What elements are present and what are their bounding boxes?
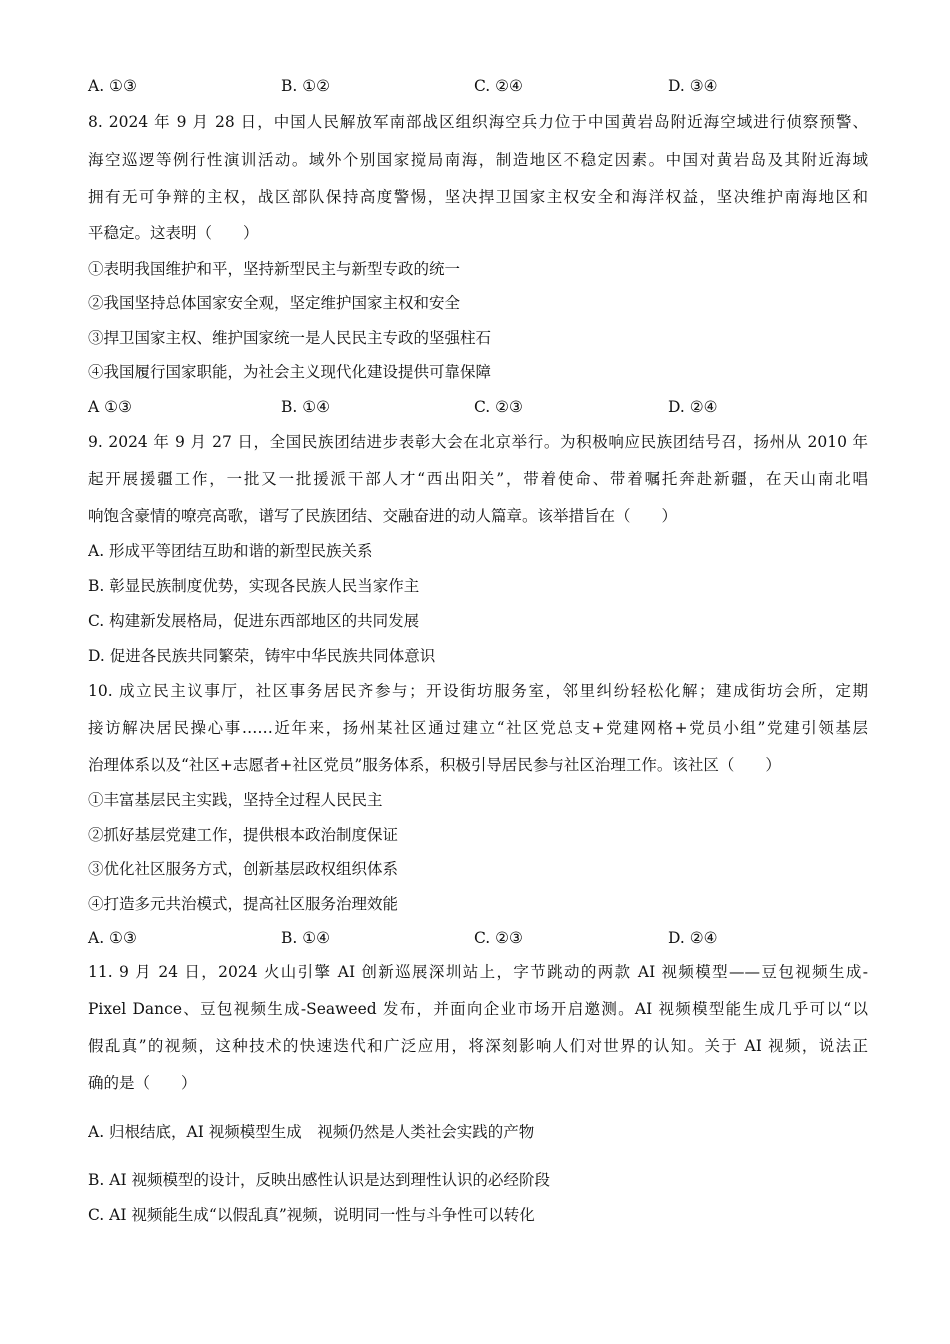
q10-item: ①丰富基层民主实践，坚持全过程人民民主 bbox=[88, 791, 383, 809]
q10-option-a: A. ①③ bbox=[88, 929, 137, 947]
q7-option-a: A. ①③ bbox=[88, 77, 137, 95]
q8-stem-line: 海空巡逻等例行性演训活动。域外个别国家搅局南海，制造地区不稳定因素。中国对黄岩岛及其附近海域 bbox=[88, 151, 868, 169]
q11-choice-b: B. AI 视频模型的设计，反映出感性认识是达到理性认识的必经阶段 bbox=[88, 1171, 550, 1189]
q10-stem-line: 10. 成立民主议事厅，社区事务居民齐参与；开设街坊服务室，邻里纠纷轻松化解；建成街坊会所，定期 bbox=[88, 682, 868, 700]
q8-option-b: B. ①④ bbox=[281, 398, 331, 416]
q10-stem-line: 接访解决居民操心事……近年来，扬州某社区通过建立“社区党总支+党建网格+党员小组”党建引领基层 bbox=[88, 719, 868, 737]
q8-stem-line: 8. 2024 年 9 月 28 日，中国人民解放军南部战区组织海空兵力位于中国黄岩岛附近海空域进行侦察预警、 bbox=[88, 113, 868, 131]
q10-stem-line: 治理体系以及“社区+志愿者+社区党员”服务体系，积极引导居民参与社区治理工作。该社区（ ） bbox=[88, 756, 781, 774]
q10-item: ④打造多元共治模式，提高社区服务治理效能 bbox=[88, 895, 399, 913]
q10-option-c: C. ②③ bbox=[474, 929, 523, 947]
q11-choice-a: A. 归根结底，AI 视频模型生成 视频仍然是人类社会实践的产物 bbox=[88, 1123, 535, 1141]
q8-option-c: C. ②③ bbox=[474, 398, 523, 416]
q10-item: ②抓好基层党建工作，提供根本政治制度保证 bbox=[88, 826, 399, 844]
q11-stem-line: 假乱真”的视频，这种技术的快速迭代和广泛应用，将深刻影响人们对世界的认知。关于 AI 视频，说法正 bbox=[88, 1037, 868, 1055]
q8-item: ③捍卫国家主权、维护国家统一是人民民主专政的坚强柱石 bbox=[88, 329, 492, 347]
q9-stem-line: 起开展援疆工作，一批又一批援派干部人才“西出阳关”，带着使命、带着嘱托奔赴新疆，在天山南北唱 bbox=[88, 470, 868, 488]
q8-stem-line: 拥有无可争辩的主权，战区部队保持高度警惕，坚决捍卫国家主权安全和海洋权益，坚决维护南海地区和 bbox=[88, 188, 868, 206]
q11-stem-line: 确的是（ ） bbox=[88, 1074, 197, 1092]
q11-stem-line: 11. 9 月 24 日，2024 火山引擎 AI 创新巡展深圳站上，字节跳动的两款 AI 视频模型——豆包视频生成- bbox=[88, 963, 868, 981]
q8-option-a: A ①③ bbox=[88, 398, 132, 416]
q9-choice-d: D. 促进各民族共同繁荣，铸牢中华民族共同体意识 bbox=[88, 647, 436, 665]
q9-choice-b: B. 彰显民族制度优势，实现各民族人民当家作主 bbox=[88, 577, 420, 595]
q7-option-d: D. ③④ bbox=[668, 77, 718, 95]
q11-stem-line: Pixel Dance、豆包视频生成-Seaweed 发布，并面向企业市场开启邀测。AI 视频模型能生成几乎可以“以 bbox=[88, 1000, 868, 1018]
q10-option-b: B. ①④ bbox=[281, 929, 331, 947]
q10-item: ③优化社区服务方式，创新基层政权组织体系 bbox=[88, 860, 399, 878]
q7-option-b: B. ①② bbox=[281, 77, 331, 95]
q10-option-d: D. ②④ bbox=[668, 929, 718, 947]
q8-option-d: D. ②④ bbox=[668, 398, 718, 416]
q8-item: ①表明我国维护和平，坚持新型民主与新型专政的统一 bbox=[88, 260, 461, 278]
q9-choice-c: C. 构建新发展格局，促进东西部地区的共同发展 bbox=[88, 612, 420, 630]
q9-stem-line: 9. 2024 年 9 月 27 日，全国民族团结进步表彰大会在北京举行。为积极响应民族团结号召，扬州从 2010 年 bbox=[88, 433, 868, 451]
q11-choice-c: C. AI 视频能生成“以假乱真”视频，说明同一性与斗争性可以转化 bbox=[88, 1206, 535, 1224]
q7-option-c: C. ②④ bbox=[474, 77, 523, 95]
q9-choice-a: A. 形成平等团结互助和谐的新型民族关系 bbox=[88, 542, 373, 560]
q8-stem-line: 平稳定。这表明（ ） bbox=[88, 224, 259, 242]
q8-item: ②我国坚持总体国家安全观，坚定维护国家主权和安全 bbox=[88, 294, 461, 312]
q8-item: ④我国履行国家职能，为社会主义现代化建设提供可靠保障 bbox=[88, 363, 492, 381]
q9-stem-line: 响饱含豪情的嘹亮高歌，谱写了民族团结、交融奋进的动人篇章。该举措旨在（ ） bbox=[88, 507, 678, 525]
